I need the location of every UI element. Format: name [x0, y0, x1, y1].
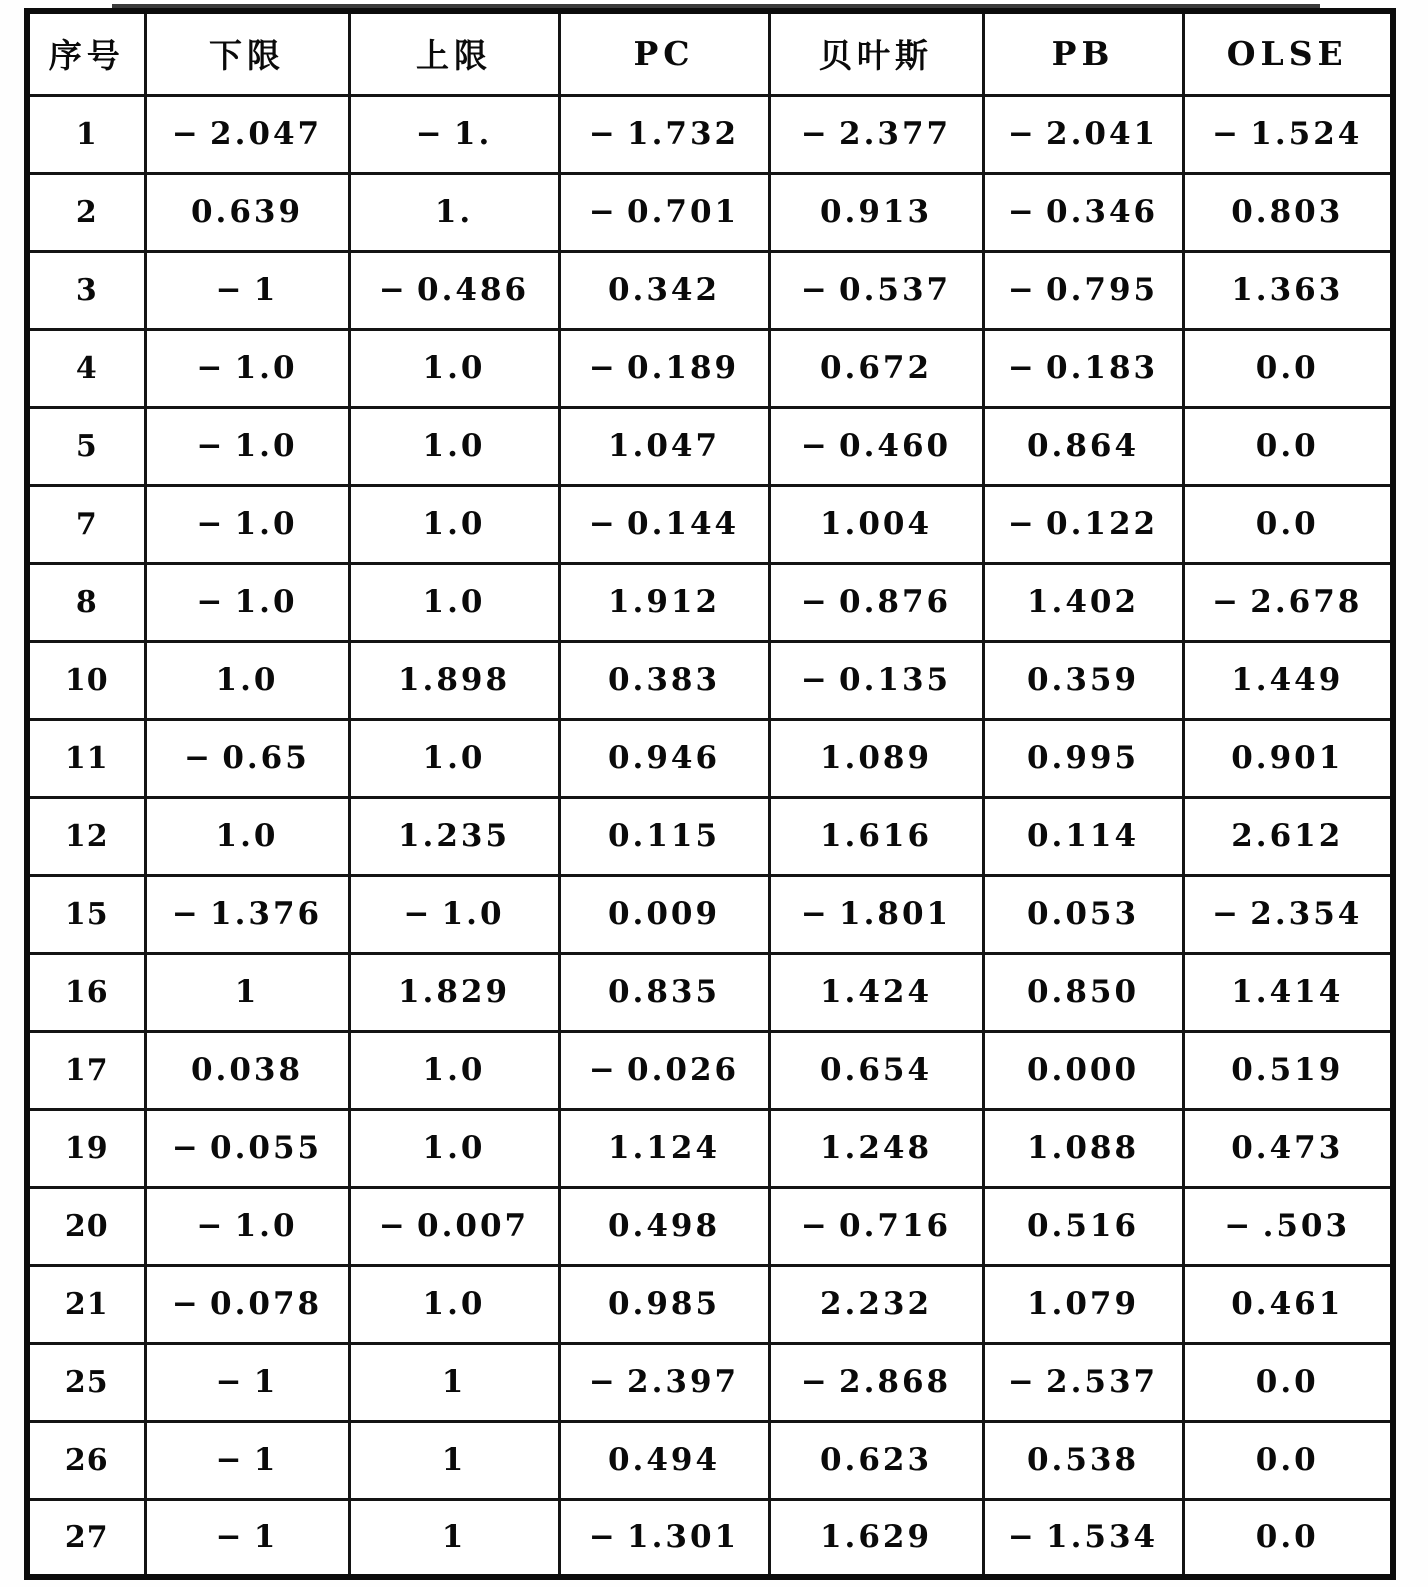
row-id-cell: 4	[27, 329, 145, 407]
table-cell: 1.0	[349, 719, 559, 797]
table-cell: 2.612	[1183, 797, 1393, 875]
table-row	[27, 953, 1393, 1031]
table-row	[27, 875, 1393, 953]
table-row	[27, 1265, 1393, 1343]
row-id-cell: 17	[27, 1031, 145, 1109]
table-cell: 1.0	[145, 641, 349, 719]
table-cell: − 0.537	[769, 251, 983, 329]
table-row	[27, 1187, 1393, 1265]
table-cell: 0.0	[1183, 485, 1393, 563]
table-cell: 2.232	[769, 1265, 983, 1343]
table-cell: 0.803	[1183, 173, 1393, 251]
row-id-cell: 16	[27, 953, 145, 1031]
row-id-cell: 1	[27, 95, 145, 173]
table-cell: − 1.0	[145, 563, 349, 641]
table-cell: 0.0	[1183, 407, 1393, 485]
table-cell: − 1.732	[559, 95, 769, 173]
table-row	[27, 641, 1393, 719]
table-row	[27, 485, 1393, 563]
column-header-5: 贝叶斯	[769, 11, 983, 95]
table-cell: − .503	[1183, 1187, 1393, 1265]
table-cell: − 0.65	[145, 719, 349, 797]
table-cell: 0.473	[1183, 1109, 1393, 1187]
table-cell: 0.516	[983, 1187, 1183, 1265]
row-id-cell: 10	[27, 641, 145, 719]
table-cell: − 0.183	[983, 329, 1183, 407]
header-row	[27, 11, 1393, 95]
table-cell: 1.	[349, 173, 559, 251]
row-id-cell: 12	[27, 797, 145, 875]
table-cell: 0.038	[145, 1031, 349, 1109]
table-cell: − 1.0	[145, 485, 349, 563]
table-row	[27, 1499, 1393, 1577]
table-cell: 1.898	[349, 641, 559, 719]
results-table	[24, 8, 1396, 1580]
table-cell: 1.0	[349, 329, 559, 407]
table-cell: 0.995	[983, 719, 1183, 797]
column-header-2: 下限	[145, 11, 349, 95]
row-id-cell: 8	[27, 563, 145, 641]
row-id-cell: 27	[27, 1499, 145, 1577]
table-cell: 0.538	[983, 1421, 1183, 1499]
table-row	[27, 173, 1393, 251]
table-row	[27, 95, 1393, 173]
table-cell: − 1.	[349, 95, 559, 173]
table-cell: − 0.122	[983, 485, 1183, 563]
table-cell: − 1	[145, 1343, 349, 1421]
table-cell: 0.115	[559, 797, 769, 875]
table-cell: − 2.047	[145, 95, 349, 173]
column-header-1: 序号	[27, 11, 145, 95]
row-id-cell: 20	[27, 1187, 145, 1265]
table-cell: 1.0	[349, 1109, 559, 1187]
table-cell: 1.089	[769, 719, 983, 797]
table-cell: 1.088	[983, 1109, 1183, 1187]
table-cell: − 0.135	[769, 641, 983, 719]
table-cell: 0.654	[769, 1031, 983, 1109]
row-id-cell: 19	[27, 1109, 145, 1187]
table-cell: − 1.524	[1183, 95, 1393, 173]
table-row	[27, 1343, 1393, 1421]
table-cell: 1.414	[1183, 953, 1393, 1031]
table-cell: − 1	[145, 251, 349, 329]
table-cell: 1.124	[559, 1109, 769, 1187]
table-cell: 0.672	[769, 329, 983, 407]
table-cell: 1.047	[559, 407, 769, 485]
table-row	[27, 407, 1393, 485]
table-cell: 0.913	[769, 173, 983, 251]
table-cell: − 2.537	[983, 1343, 1183, 1421]
table-cell: − 0.026	[559, 1031, 769, 1109]
table-cell: − 1	[145, 1499, 349, 1577]
table-cell: − 0.876	[769, 563, 983, 641]
table-cell: 0.359	[983, 641, 1183, 719]
table-cell: 1.0	[349, 1265, 559, 1343]
row-id-cell: 21	[27, 1265, 145, 1343]
table-row	[27, 1031, 1393, 1109]
row-id-cell: 25	[27, 1343, 145, 1421]
table-cell: 0.0	[1183, 1421, 1393, 1499]
table-cell: − 1.376	[145, 875, 349, 953]
table-cell: 1.248	[769, 1109, 983, 1187]
table-cell: 0.383	[559, 641, 769, 719]
table-row	[27, 563, 1393, 641]
table-cell: 0.461	[1183, 1265, 1393, 1343]
table-cell: 0.498	[559, 1187, 769, 1265]
table-cell: 0.519	[1183, 1031, 1393, 1109]
table-cell: − 0.189	[559, 329, 769, 407]
row-id-cell: 5	[27, 407, 145, 485]
table-cell: 0.342	[559, 251, 769, 329]
table-cell: − 0.007	[349, 1187, 559, 1265]
table-cell: 0.009	[559, 875, 769, 953]
table-cell: − 2.041	[983, 95, 1183, 173]
table-cell: − 1.801	[769, 875, 983, 953]
table-cell: 0.639	[145, 173, 349, 251]
table-cell: 1.0	[349, 485, 559, 563]
table-cell: − 0.055	[145, 1109, 349, 1187]
row-id-cell: 26	[27, 1421, 145, 1499]
table-cell: 0.835	[559, 953, 769, 1031]
row-id-cell: 2	[27, 173, 145, 251]
column-header-6: PB	[983, 11, 1183, 95]
table-cell: 0.0	[1183, 329, 1393, 407]
table-cell: − 1.0	[145, 329, 349, 407]
table-cell: − 1.0	[145, 407, 349, 485]
table-cell: − 2.678	[1183, 563, 1393, 641]
table-cell: 1.004	[769, 485, 983, 563]
table-cell: 0.985	[559, 1265, 769, 1343]
table-cell: − 0.716	[769, 1187, 983, 1265]
table-cell: 1.629	[769, 1499, 983, 1577]
table-cell: 0.623	[769, 1421, 983, 1499]
table-row	[27, 719, 1393, 797]
table-cell: − 1.301	[559, 1499, 769, 1577]
row-id-cell: 3	[27, 251, 145, 329]
table-cell: 1	[349, 1499, 559, 1577]
table-row	[27, 797, 1393, 875]
table-cell: 1.912	[559, 563, 769, 641]
table-cell: 0.850	[983, 953, 1183, 1031]
table-cell: 1.363	[1183, 251, 1393, 329]
table-cell: 0.864	[983, 407, 1183, 485]
table-cell: 1.424	[769, 953, 983, 1031]
table-cell: 0.053	[983, 875, 1183, 953]
table-cell: − 2.868	[769, 1343, 983, 1421]
table-cell: 1	[349, 1343, 559, 1421]
table-cell: − 0.078	[145, 1265, 349, 1343]
table-cell: 1.402	[983, 563, 1183, 641]
table-cell: 0.901	[1183, 719, 1393, 797]
table-cell: − 0.486	[349, 251, 559, 329]
table-row	[27, 1421, 1393, 1499]
table-cell: − 2.397	[559, 1343, 769, 1421]
table-cell: 1.0	[145, 797, 349, 875]
column-header-7: OLSE	[1183, 11, 1393, 95]
table-cell: − 2.354	[1183, 875, 1393, 953]
table-cell: 1.449	[1183, 641, 1393, 719]
table-cell: 1	[349, 1421, 559, 1499]
table-cell: − 0.144	[559, 485, 769, 563]
table-cell: 0.114	[983, 797, 1183, 875]
table-cell: − 0.795	[983, 251, 1183, 329]
table-cell: 1.235	[349, 797, 559, 875]
table-cell: 1	[145, 953, 349, 1031]
table-cell: − 1.0	[349, 875, 559, 953]
table-cell: − 1	[145, 1421, 349, 1499]
table-cell: 1.079	[983, 1265, 1183, 1343]
column-header-4: PC	[559, 11, 769, 95]
table-body	[27, 95, 1393, 1577]
table-cell: − 0.701	[559, 173, 769, 251]
table-row	[27, 1109, 1393, 1187]
table-header	[27, 11, 1393, 95]
table-cell: 0.946	[559, 719, 769, 797]
table-cell: 1.0	[349, 407, 559, 485]
table-cell: 1.616	[769, 797, 983, 875]
table-cell: − 1.534	[983, 1499, 1183, 1577]
table-row	[27, 251, 1393, 329]
table-cell: 1.0	[349, 563, 559, 641]
row-id-cell: 11	[27, 719, 145, 797]
table-row	[27, 329, 1393, 407]
table-cell: 0.494	[559, 1421, 769, 1499]
row-id-cell: 7	[27, 485, 145, 563]
row-id-cell: 15	[27, 875, 145, 953]
table-cell: 1.0	[349, 1031, 559, 1109]
table-cell: 0.0	[1183, 1499, 1393, 1577]
table-cell: 0.000	[983, 1031, 1183, 1109]
table-cell: 0.0	[1183, 1343, 1393, 1421]
column-header-3: 上限	[349, 11, 559, 95]
table-cell: − 0.346	[983, 173, 1183, 251]
table-cell: − 2.377	[769, 95, 983, 173]
table-cell: − 0.460	[769, 407, 983, 485]
table-cell: 1.829	[349, 953, 559, 1031]
table-cell: − 1.0	[145, 1187, 349, 1265]
